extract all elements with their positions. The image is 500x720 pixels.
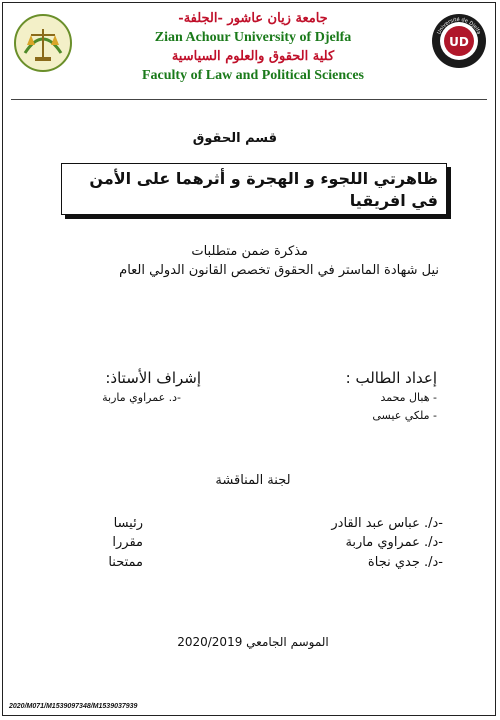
memo-label: مذكرة ضمن متطلبات xyxy=(191,244,308,259)
university-seal-icon xyxy=(431,13,487,69)
reference-code: 2020/M071/M1539097348/M1539037939 xyxy=(9,703,138,710)
jury-label: لجنة المناقشة xyxy=(215,473,291,488)
degree-requirement: نيل شهادة الماستر في الحقوق تخصص القانون الدولي العام xyxy=(119,263,439,278)
thesis-title: ظاهرتي اللجوء و الهجرة و أثرهما على الأمن في افريقيا xyxy=(61,163,447,215)
university-name-ar: جامعة زيان عاشور -الجلفة- xyxy=(178,11,328,26)
jury-member-name: -د/. عمراوي ماربة xyxy=(345,535,443,550)
scales-of-justice-emblem-icon xyxy=(13,13,73,73)
jury-member-name: -د/. عباس عبد القادر xyxy=(331,516,443,531)
supervisor-name: -د. عمراوي ماربة xyxy=(102,391,181,404)
university-name-en: Zian Achour University of Djelfa xyxy=(154,30,352,45)
faculty-name-en: Faculty of Law and Political Sciences xyxy=(141,68,365,83)
prepared-by-label: إعداد الطالب : xyxy=(345,369,437,387)
faculty-name-ar: كلية الحقوق والعلوم السياسية xyxy=(171,49,335,64)
student-name: - هبال محمد xyxy=(380,391,437,404)
jury-member-name: -د/. جدي نجاة xyxy=(367,555,443,570)
seal-initials: UD xyxy=(449,35,469,49)
header-divider xyxy=(11,99,487,100)
student-name: - ملكي عيسى xyxy=(372,409,437,422)
jury-member-role: مقررا xyxy=(112,535,143,550)
department-label: قسم الحقوق xyxy=(192,131,277,146)
academic-year: الموسم الجامعي 2020/2019 xyxy=(177,635,329,649)
document-page xyxy=(2,2,496,716)
seal-ring-text: Université de Djelfa xyxy=(436,16,482,36)
jury-member-role: ممتحنا xyxy=(108,555,143,570)
jury-member-role: رئيسا xyxy=(113,516,143,531)
supervision-label: إشراف الأستاذ: xyxy=(105,369,201,387)
